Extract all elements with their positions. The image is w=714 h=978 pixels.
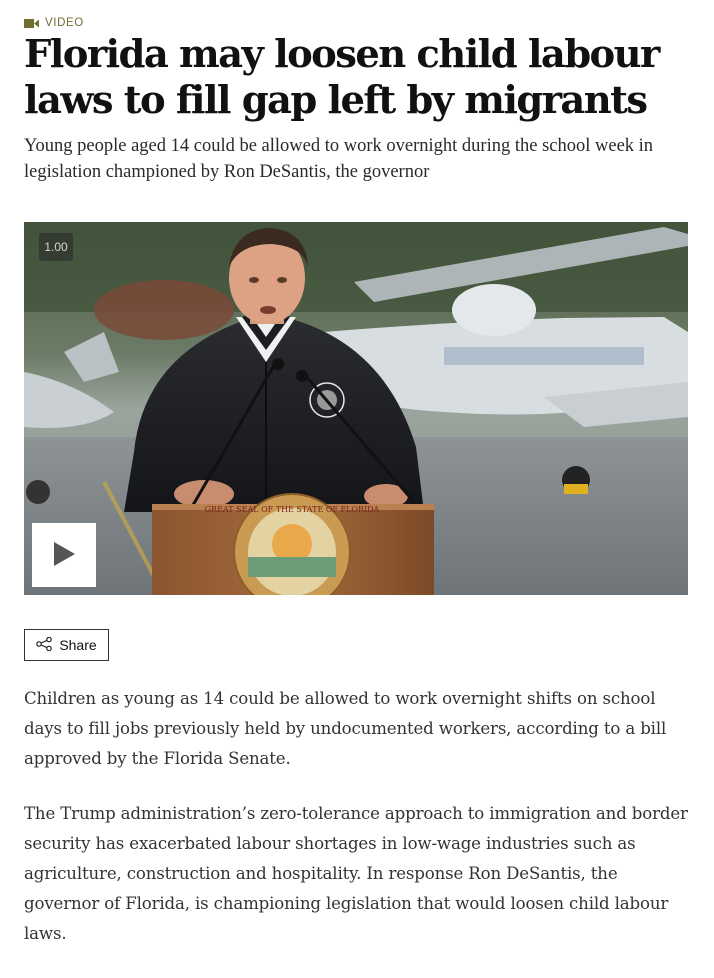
share-icon <box>36 637 52 654</box>
article-headline: Florida may loosen child labour laws to fill gap left by migrants <box>24 32 659 123</box>
section-kicker <box>24 17 84 29</box>
play-button[interactable] <box>32 523 96 587</box>
article-paragraph: The Trump administration’s zero-tolerance approach to immigration and border security has exacerbated labour shortages in low-wage industries such as agriculture, construction and hospitality. In response Ron DeSantis, the governor of Florida, is championing legislation that would loosen child labour laws. <box>24 804 688 943</box>
video-player[interactable] <box>24 222 688 595</box>
play-icon <box>52 541 76 570</box>
kicker-label: VIDEO <box>45 17 84 29</box>
article-paragraph: Children as young as 14 could be allowed to work overnight shifts on school days to fill jobs previously held by undocumented workers, according to a bill approved by the Florida Senate. <box>24 689 667 768</box>
share-label: Share <box>59 637 97 653</box>
share-button[interactable] <box>24 629 109 661</box>
article-standfirst: Young people aged 14 could be allowed to work overnight during the school week in legislation championed by Ron DeSantis, the governor <box>24 136 654 182</box>
playback-speed-badge[interactable]: 1.00 <box>39 233 73 261</box>
video-camera-icon <box>24 19 39 28</box>
video-thumbnail <box>24 222 688 595</box>
seal-text: GREAT SEAL OF THE STATE OF FLORIDA <box>204 505 380 514</box>
